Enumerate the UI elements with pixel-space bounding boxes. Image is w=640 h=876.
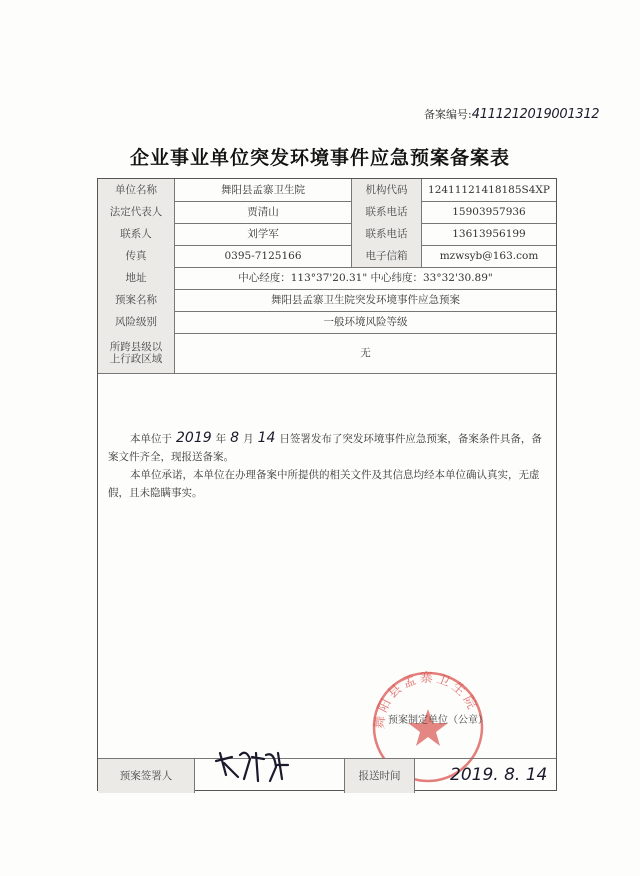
filing-form-table bbox=[97, 178, 557, 791]
fax-label: 传真 bbox=[98, 245, 174, 267]
phone1-value: 15903957936 bbox=[421, 201, 556, 223]
page-title: 企业事业单位突发环境事件应急预案备案表 bbox=[129, 147, 510, 169]
handwritten-signature bbox=[210, 747, 290, 787]
unit-name-label: 单位名称 bbox=[98, 179, 174, 201]
statement-paragraph-1: 本单位于 2019 年 8 月 14 日签署发布了突发环境事件应急预案，备案条件具备，备案文件齐全，现报送备案。 bbox=[108, 430, 542, 463]
fax-value: 0395-7125166 bbox=[174, 245, 351, 267]
filing-number-line bbox=[424, 106, 599, 122]
plan-name-label: 预案名称 bbox=[98, 289, 174, 311]
seal-caption: 预案制定单位（公章） bbox=[388, 715, 488, 726]
row-unit-name bbox=[98, 179, 556, 202]
statement-text bbox=[108, 429, 546, 502]
contact-label: 联系人 bbox=[98, 223, 174, 245]
unit-name-value: 舞阳县孟寨卫生院 bbox=[174, 179, 351, 201]
filing-label: 备案编号: bbox=[424, 108, 472, 121]
address-value: 中心经度：113°37'20.31" 中心纬度：33°32'30.89" bbox=[174, 267, 556, 289]
filing-number: 4111212019001312 bbox=[471, 107, 600, 122]
email-label: 电子信箱 bbox=[351, 245, 421, 267]
seal-text: 舞阳县孟寨卫生院 bbox=[372, 670, 481, 730]
hw-month: 8 bbox=[230, 430, 240, 446]
phone2-value: 13613956199 bbox=[421, 223, 556, 245]
phone1-label: 联系电话 bbox=[351, 201, 421, 223]
row-fax bbox=[98, 245, 556, 268]
hw-year: 2019 bbox=[176, 430, 212, 446]
cross-region-label: 所跨县级以上行政区域 bbox=[98, 333, 174, 373]
signer-label: 预案签署人 bbox=[98, 759, 194, 793]
org-code-label: 机构代码 bbox=[351, 179, 421, 201]
org-code-value: 12411121418185S4XP bbox=[421, 179, 556, 201]
email-value: mzwsyb@163.com bbox=[421, 245, 556, 267]
risk-level-value: 一般环境风险等级 bbox=[174, 311, 556, 333]
submission-date: 2019. 8. 14 bbox=[450, 765, 548, 785]
plan-name-value: 舞阳县孟寨卫生院突发环境事件应急预案 bbox=[174, 289, 556, 311]
row-plan-name bbox=[98, 289, 556, 312]
legal-rep-label: 法定代表人 bbox=[98, 201, 174, 223]
risk-level-label: 风险级别 bbox=[98, 311, 174, 333]
date-label: 报送时间 bbox=[344, 759, 414, 793]
row-risk-level bbox=[98, 311, 556, 334]
row-address bbox=[98, 267, 556, 290]
hw-day: 14 bbox=[257, 430, 276, 446]
cross-region-value: 无 bbox=[174, 333, 556, 373]
statement-paragraph-2: 本单位承诺，本单位在办理备案中所提供的相关文件及其信息均经本单位确认真实，无虚假，且未隐瞒事实。 bbox=[108, 469, 540, 499]
row-legal-rep bbox=[98, 201, 556, 224]
address-label: 地址 bbox=[98, 267, 174, 289]
row-cross-region bbox=[98, 333, 556, 374]
contact-value: 刘学军 bbox=[174, 223, 351, 245]
legal-rep-value: 贾清山 bbox=[174, 201, 351, 223]
phone2-label: 联系电话 bbox=[351, 223, 421, 245]
row-contact bbox=[98, 223, 556, 246]
